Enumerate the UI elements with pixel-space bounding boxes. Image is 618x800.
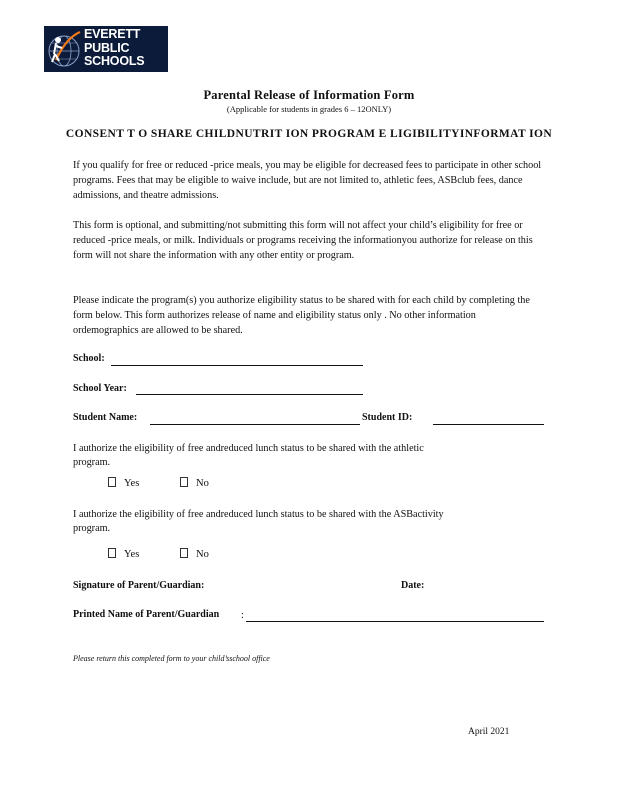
yes-label: Yes — [124, 478, 140, 489]
asb-yes-option[interactable] — [108, 548, 139, 560]
school-label: School: — [73, 353, 105, 364]
asb-statement: I authorize the eligibility of free andreduced lunch status to be shared with the ASBactivity — [73, 509, 444, 520]
yes-label: Yes — [124, 549, 140, 560]
form-heading: CONSENT T O SHARE CHILDNUTRIT ION PROGRAM E LIGIBILITYINFORMAT ION — [65, 128, 553, 140]
logo-line-3: SCHOOLS — [84, 54, 145, 68]
form-subtitle: (Applicable for students in grades 6 – 12ONLY) — [226, 104, 392, 114]
checkbox-icon[interactable] — [180, 477, 188, 487]
logo-line-2: PUBLIC — [84, 40, 130, 55]
paragraph-fees: If you qualify for free or reduced -price meals, you may be eligible for decreased fees to participate in other school programs. Fees that may be eligible to waive include, but are not limited to, athletic fees, ASBclub fees, dance admissions, and theatre admissions. — [73, 160, 542, 201]
return-note: Please return this completed form to your child’sschool office — [73, 654, 270, 663]
checkbox-icon[interactable] — [108, 477, 116, 487]
footer-date: April 2021 — [468, 727, 510, 737]
student-name-field[interactable] — [150, 424, 360, 425]
printed-name-colon: : — [241, 610, 244, 621]
school-year-field[interactable] — [136, 394, 363, 395]
student-id-field[interactable] — [433, 424, 544, 425]
no-label: No — [196, 549, 209, 560]
logo-line-1: EVERETT — [84, 27, 141, 41]
paragraph-optional: This form is optional, and submitting/not submitting this form will not affect your child’s eligibility for free or reduced -price meals, or milk. Individuals or programs receiving the informationyou authorize for release on this form will not share the information with any other entity or program. — [73, 220, 533, 261]
form-title: Parental Release of Information Form — [203, 88, 415, 102]
checkbox-icon[interactable] — [180, 548, 188, 558]
student-name-label: Student Name: — [73, 412, 138, 423]
no-label: No — [196, 478, 209, 489]
date-label: Date: — [401, 580, 425, 591]
asb-no-option[interactable] — [180, 548, 209, 560]
asb-statement-cont: program. — [73, 523, 111, 534]
school-field[interactable] — [111, 365, 363, 366]
athletic-statement-cont: program. — [73, 457, 111, 468]
signature-label: Signature of Parent/Guardian: — [73, 580, 205, 591]
printed-name-field[interactable] — [246, 621, 544, 622]
printed-name-label: Printed Name of Parent/Guardian — [73, 609, 220, 620]
school-year-label: School Year: — [73, 383, 127, 394]
athletic-yes-option[interactable] — [108, 477, 139, 489]
district-logo — [44, 26, 168, 72]
checkbox-icon[interactable] — [108, 548, 116, 558]
paragraph-instructions: Please indicate the program(s) you authorize eligibility status to be shared with for each child by completing the form below. This form authorizes release of name and eligibility status only . No other information ordemographics are allowed to be shared. — [73, 295, 530, 336]
athletic-no-option[interactable] — [180, 477, 209, 489]
student-id-label: Student ID: — [362, 412, 413, 423]
athletic-statement: I authorize the eligibility of free andreduced lunch status to be shared with the athletic — [73, 443, 424, 454]
